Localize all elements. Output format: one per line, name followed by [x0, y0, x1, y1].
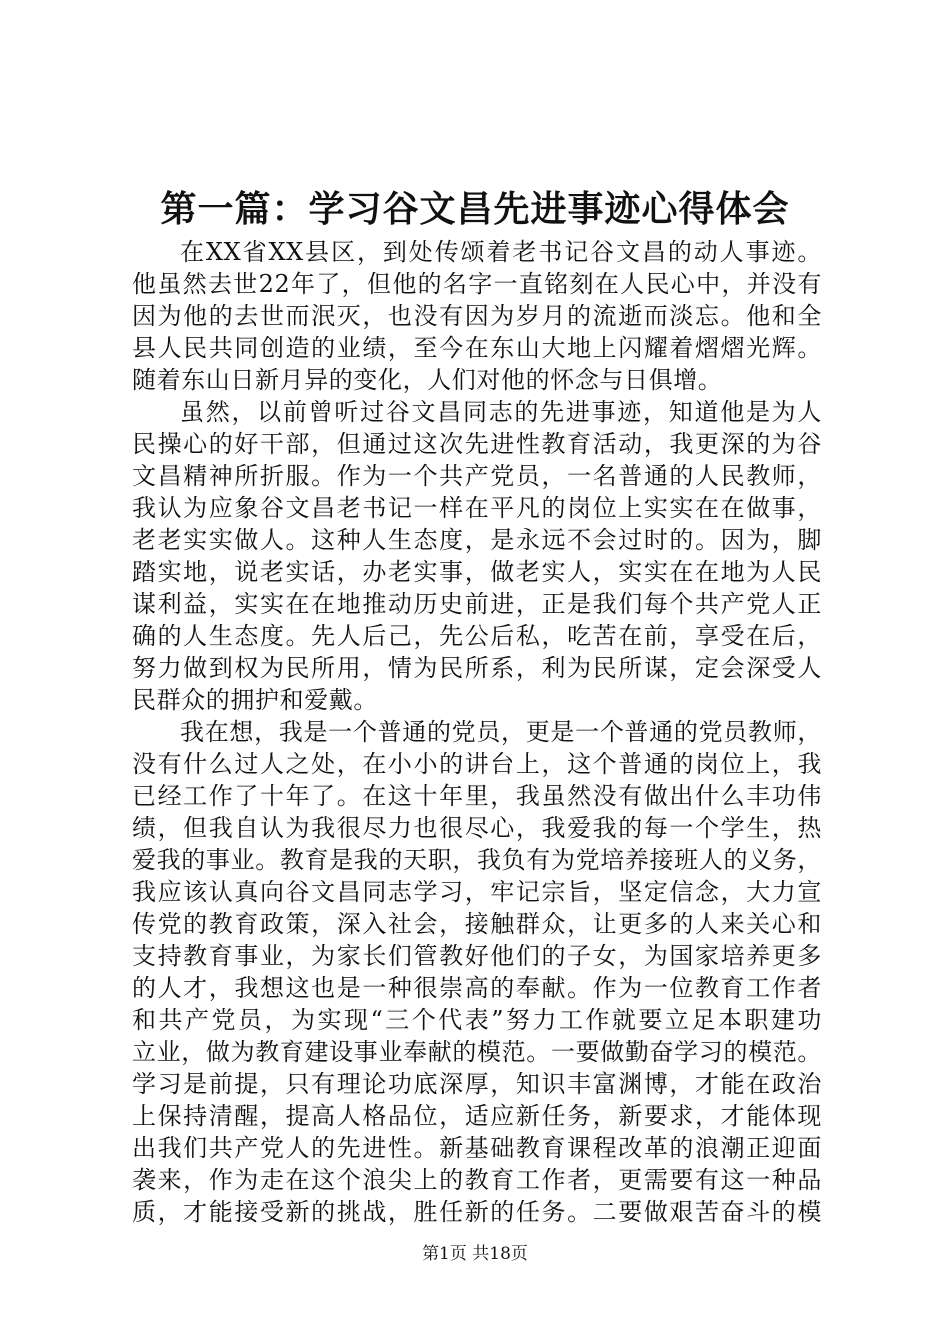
text-line: 虽然，以前曾听过谷文昌同志的先进事迹，知道他是为人: [180, 398, 822, 426]
page-footer: 第1页 共18页: [422, 1244, 528, 1264]
text-line: 已经工作了十年了。在这十年里，我虽然没有做出什么丰功伟: [132, 782, 822, 810]
text-line: 爱我的事业。教育是我的天职，我负有为党培养接班人的义务，: [132, 846, 822, 874]
text-line: 随着东山日新月异的变化，人们对他的怀念与日俱增。: [132, 366, 723, 394]
text-line: 支持教育事业，为家长们管教好他们的子女，为国家培养更多: [132, 942, 822, 970]
text-line: 在XX省XX县区，到处传颂着老书记谷文昌的动人事迹。: [180, 238, 822, 266]
text-line: 绩，但我自认为我很尽力也很尽心，我爱我的每一个学生，热: [132, 814, 822, 842]
page-title: 第一篇：学习谷文昌先进事迹心得体会: [160, 189, 790, 230]
text-line: 县人民共同创造的业绩，至今在东山大地上闪耀着熠熠光辉。: [132, 334, 822, 362]
text-line: 立业，做为教育建设事业奉献的模范。一要做勤奋学习的模范。: [132, 1038, 822, 1066]
document-body: [132, 236, 822, 1228]
text-line: 袭来，作为走在这个浪尖上的教育工作者，更需要有这一种品: [132, 1166, 822, 1194]
text-line: 民群众的拥护和爱戴。: [132, 686, 378, 714]
text-line: 努力做到权为民所用，情为民所系，利为民所谋，定会深受人: [132, 654, 822, 682]
text-line: 老老实实做人。这种人生态度，是永远不会过时的。因为，脚: [132, 526, 822, 554]
text-line: 谋利益，实实在在地推动历史前进，正是我们每个共产党人正: [132, 590, 822, 618]
text-line: 因为他的去世而泯灭，也没有因为岁月的流逝而淡忘。他和全: [132, 302, 822, 330]
text-line: 和共产党员，为实现“三个代表”努力工作就要立足本职建功: [132, 1006, 822, 1034]
text-line: 学习是前提，只有理论功底深厚，知识丰富渊博，才能在政治: [132, 1070, 822, 1098]
text-line: 出我们共产党人的先进性。新基础教育课程改革的浪潮正迎面: [132, 1134, 822, 1162]
text-line: 的人才，我想这也是一种很崇高的奉献。作为一位教育工作者: [132, 974, 822, 1002]
text-line: 我认为应象谷文昌老书记一样在平凡的岗位上实实在在做事，: [132, 494, 822, 522]
text-line: 我应该认真向谷文昌同志学习，牢记宗旨，坚定信念，大力宣: [132, 878, 822, 906]
text-line: 我在想，我是一个普通的党员，更是一个普通的党员教师，: [180, 718, 822, 746]
text-line: 传党的教育政策，深入社会，接触群众，让更多的人来关心和: [132, 910, 822, 938]
text-line: 没有什么过人之处，在小小的讲台上，这个普通的岗位上，我: [132, 750, 822, 778]
text-line: 上保持清醒，提高人格品位，适应新任务，新要求，才能体现: [132, 1102, 822, 1130]
text-line: 民操心的好干部，但通过这次先进性教育活动，我更深的为谷: [132, 430, 822, 458]
text-line: 质，才能接受新的挑战，胜任新的任务。二要做艰苦奋斗的模: [132, 1198, 822, 1226]
text-line: 踏实地，说老实话，办老实事，做老实人，实实在在地为人民: [132, 558, 822, 586]
text-line: 确的人生态度。先人后己，先公后私，吃苦在前，享受在后，: [132, 622, 822, 650]
text-line: 文昌精神所折服。作为一个共产党员，一名普通的人民教师，: [132, 462, 822, 490]
text-line: 他虽然去世22年了，但他的名字一直铭刻在人民心中，并没有: [132, 270, 822, 298]
